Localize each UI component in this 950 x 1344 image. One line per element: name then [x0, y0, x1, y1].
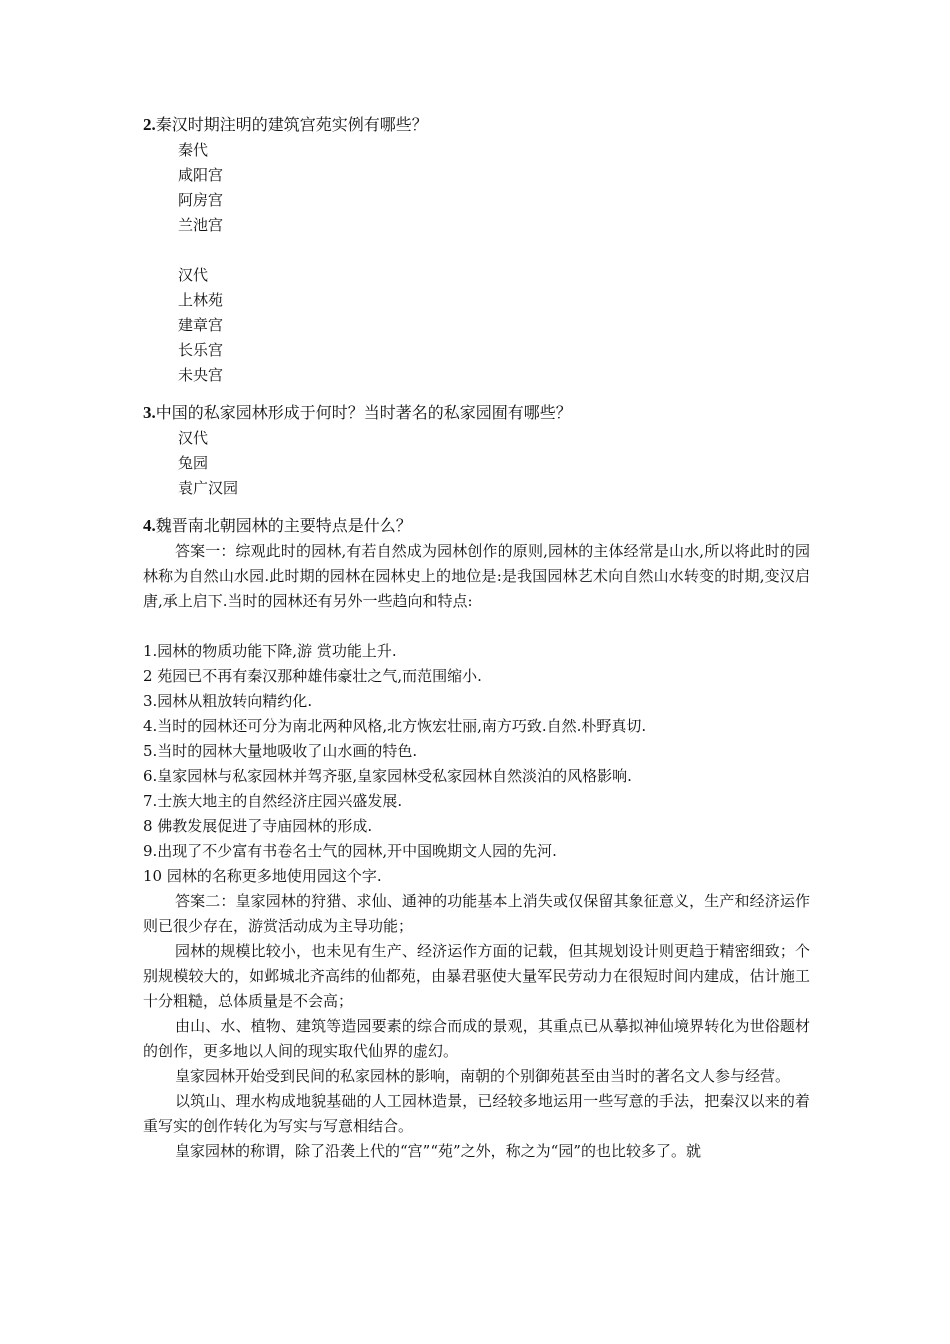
question-2-title [143, 112, 810, 138]
dynasty-label-han: 汉代 [178, 266, 209, 284]
answer-1-intro: 答案一：综观此时的园林,有若自然成为园林创作的原则,园林的主体经常是山水,所以将此时的园林称为自然山水园.此时期的园林在园林史上的地位是:是我国园林艺术向自然山水转变的时期,变汉启唐,承上启下.当时的园林还有另外一些趋向和特点: [143, 542, 810, 610]
list-item: 咸阳宫 [178, 166, 224, 184]
answer-1-point: 6.皇家园林与私家园林并驾齐驱,皇家园林受私家园林自然淡泊的风格影响. [143, 767, 632, 785]
spacer [143, 238, 810, 263]
answer-2-paragraph: 皇家园林开始受到民间的私家园林的影响，南朝的个别御苑甚至由当时的著名文人参与经营。 [175, 1067, 791, 1085]
answer-1-point: 5.当时的园林大量地吸收了山水画的特色. [143, 742, 418, 760]
list-item: 建章宫 [178, 316, 224, 334]
question-4-text: 魏晋南北朝园林的主要特点是什么？ [155, 516, 412, 535]
list-item: 长乐宫 [178, 341, 224, 359]
question-3-title [143, 400, 810, 426]
list-item: 兔园 [178, 454, 209, 472]
list-item: 汉代 [178, 429, 209, 447]
dynasty-label-qin: 秦代 [178, 141, 209, 159]
answer-2-paragraph: 答案二：皇家园林的狩猎、求仙、通神的功能基本上消失或仅保留其象征意义，生产和经济运作则已很少存在，游赏活动成为主导功能； [143, 892, 810, 935]
list-item: 阿房宫 [178, 191, 224, 209]
answer-1-point: 1.园林的物质功能下降,游 赏功能上升. [143, 642, 397, 660]
answer-2-paragraph: 由山、水、植物、建筑等造园要素的综合而成的景观，其重点已从摹拟神仙境界转化为世俗题材的创作，更多地以人间的现实取代仙界的虚幻。 [143, 1017, 810, 1060]
answer-2-paragraph: 以筑山、理水构成地貌基础的人工园林造景，已经较多地运用一些写意的手法，把秦汉以来的着重写实的创作转化为写实与写意相结合。 [143, 1092, 810, 1135]
answer-1-point: 8 佛教发展促进了寺庙园林的形成. [143, 817, 373, 835]
answer-1-point: 4.当时的园林还可分为南北两种风格,北方恢宏壮丽,南方巧致.自然.朴野真切. [143, 717, 647, 735]
list-item: 上林苑 [178, 291, 224, 309]
answer-1-point: 2 苑园已不再有秦汉那种雄伟豪壮之气,而范围缩小. [143, 667, 482, 685]
answer-1-point: 3.园林从粗放转向精约化. [143, 692, 313, 710]
list-item: 未央宫 [178, 366, 224, 384]
document-page [143, 112, 810, 1164]
question-2-number: 2. [143, 115, 156, 134]
answer-2-paragraph: 园林的规模比较小，也未见有生产、经济运作方面的记载，但其规划设计则更趋于精密细致；个别规模较大的，如邺城北齐高纬的仙都苑，由暴君驱使大量军民劳动力在很短时间内建成，估计施工十分粗糙，总体质量是不会高； [143, 942, 810, 1010]
list-item: 兰池宫 [178, 216, 224, 234]
spacer [143, 614, 810, 639]
question-3-text: 中国的私家园林形成于何时？当时著名的私家园囿有哪些？ [155, 403, 572, 422]
answer-2-paragraph: 皇家园林的称谓，除了沿袭上代的“宫”“苑”之外，称之为“园”的也比较多了。就 [175, 1142, 702, 1160]
answer-1-point: 9.出现了不少富有书卷名士气的园林,开中国晚期文人园的先河. [143, 842, 557, 860]
question-4-title [143, 513, 810, 539]
question-2-text: 秦汉时期注明的建筑宫苑实例有哪些？ [155, 115, 428, 134]
spacer [143, 388, 810, 400]
question-4-number: 4. [143, 516, 156, 535]
answer-1-point: 10 园林的名称更多地使用园这个字. [143, 867, 382, 885]
spacer [143, 501, 810, 513]
question-3-number: 3. [143, 403, 156, 422]
answer-1-point: 7.士族大地主的自然经济庄园兴盛发展. [143, 792, 403, 810]
list-item: 袁广汉园 [178, 479, 239, 497]
